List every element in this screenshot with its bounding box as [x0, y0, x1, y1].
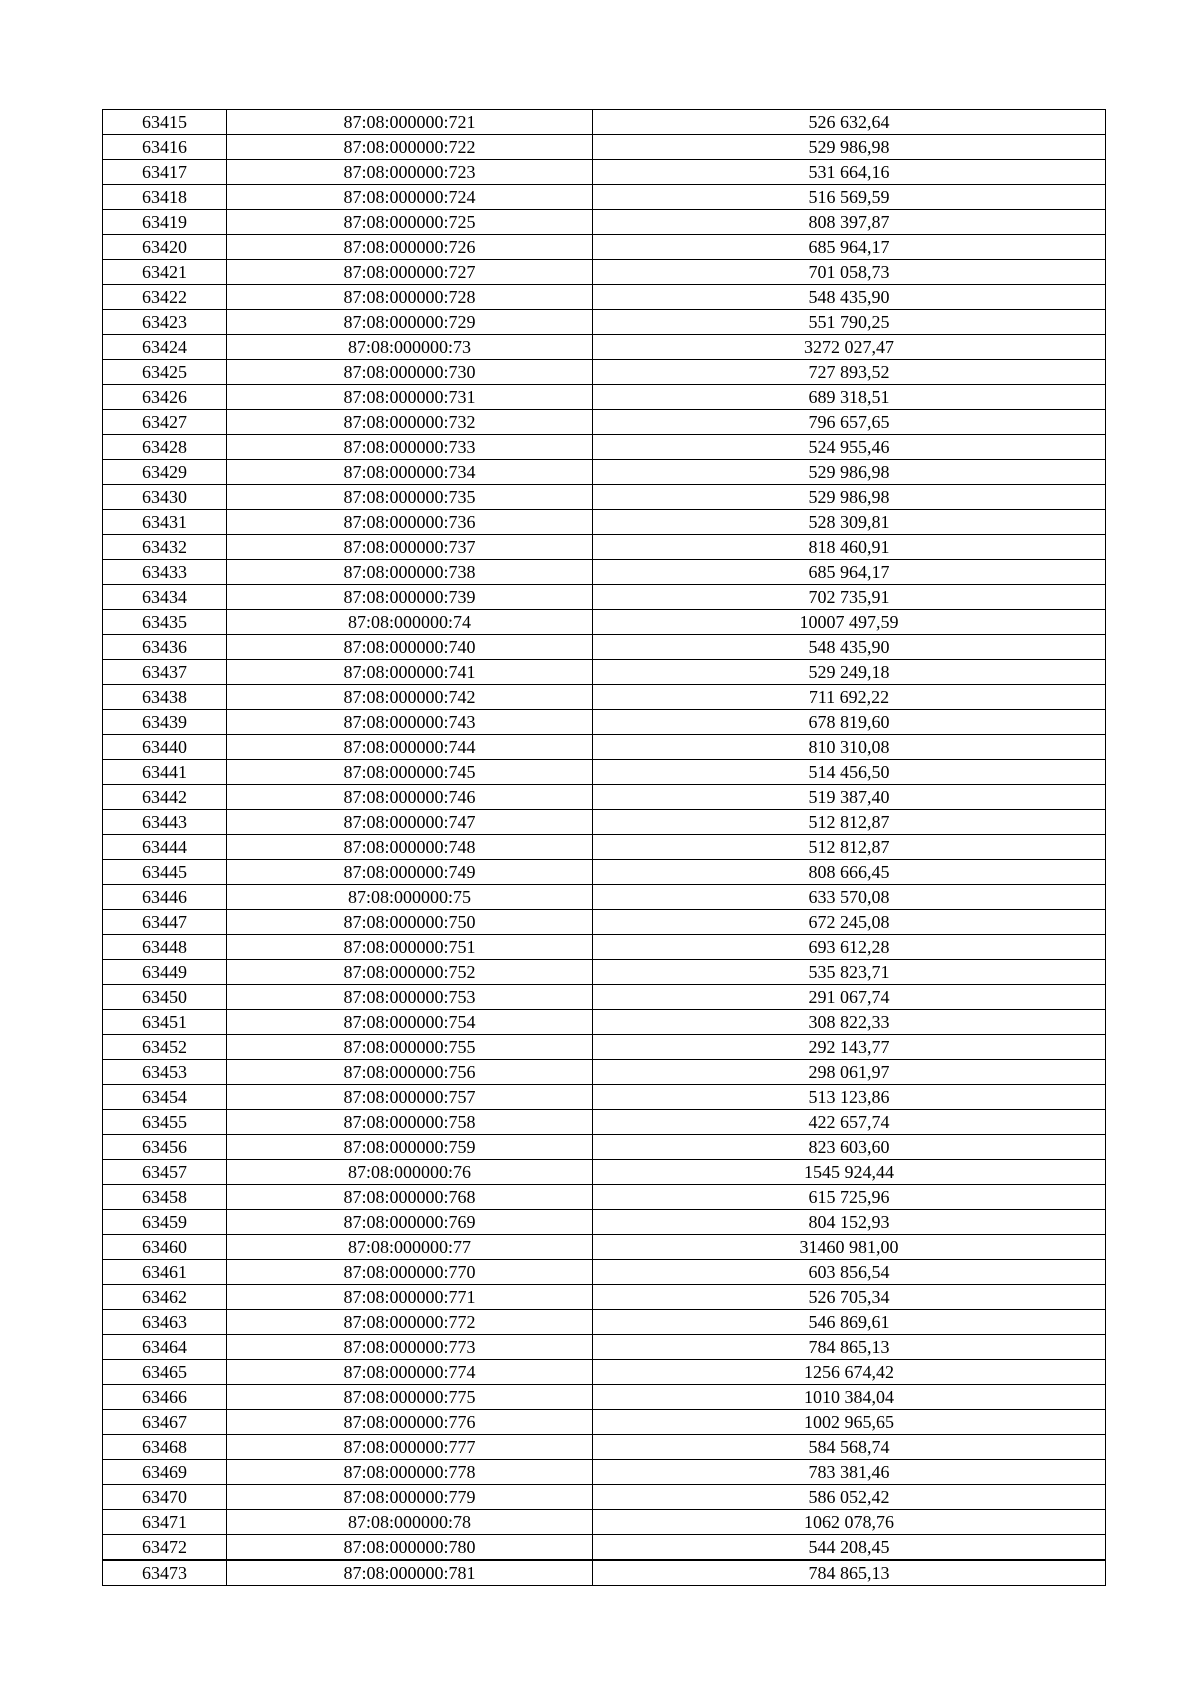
value-cell: 672 245,08 [593, 910, 1106, 935]
table-row [103, 660, 1106, 685]
row-number-cell: 63455 [103, 1110, 227, 1135]
value-cell: 804 152,93 [593, 1210, 1106, 1235]
row-number-cell: 63434 [103, 585, 227, 610]
row-number-cell: 63435 [103, 610, 227, 635]
cadastral-number-cell: 87:08:000000:751 [227, 935, 593, 960]
cadastral-number-cell: 87:08:000000:757 [227, 1085, 593, 1110]
cadastral-number-cell: 87:08:000000:75 [227, 885, 593, 910]
row-number-cell: 63467 [103, 1410, 227, 1435]
cadastral-number-cell: 87:08:000000:726 [227, 235, 593, 260]
data-table [102, 109, 1106, 1586]
value-cell: 3272 027,47 [593, 335, 1106, 360]
table-row [103, 785, 1106, 810]
table-row [103, 1285, 1106, 1310]
value-cell: 516 569,59 [593, 185, 1106, 210]
value-cell: 1010 384,04 [593, 1385, 1106, 1410]
row-number-cell: 63442 [103, 785, 227, 810]
cadastral-number-cell: 87:08:000000:728 [227, 285, 593, 310]
value-cell: 784 865,13 [593, 1560, 1106, 1586]
value-cell: 584 568,74 [593, 1435, 1106, 1460]
row-number-cell: 63473 [103, 1560, 227, 1586]
row-number-cell: 63460 [103, 1235, 227, 1260]
table-row [103, 860, 1106, 885]
value-cell: 551 790,25 [593, 310, 1106, 335]
table-row [103, 1185, 1106, 1210]
cadastral-number-cell: 87:08:000000:727 [227, 260, 593, 285]
table-row [103, 1235, 1106, 1260]
cadastral-number-cell: 87:08:000000:777 [227, 1435, 593, 1460]
value-cell: 291 067,74 [593, 985, 1106, 1010]
table-row [103, 635, 1106, 660]
table-row [103, 585, 1106, 610]
table-row [103, 1060, 1106, 1085]
table-row [103, 110, 1106, 135]
table-row [103, 1160, 1106, 1185]
cadastral-number-cell: 87:08:000000:733 [227, 435, 593, 460]
table-row [103, 735, 1106, 760]
table-row [103, 1010, 1106, 1035]
cadastral-number-cell: 87:08:000000:743 [227, 710, 593, 735]
table-row [103, 310, 1106, 335]
table-row [103, 1535, 1106, 1561]
row-number-cell: 63431 [103, 510, 227, 535]
value-cell: 528 309,81 [593, 510, 1106, 535]
cadastral-number-cell: 87:08:000000:745 [227, 760, 593, 785]
table-row [103, 985, 1106, 1010]
row-number-cell: 63443 [103, 810, 227, 835]
value-cell: 548 435,90 [593, 635, 1106, 660]
value-cell: 513 123,86 [593, 1085, 1106, 1110]
row-number-cell: 63433 [103, 560, 227, 585]
value-cell: 292 143,77 [593, 1035, 1106, 1060]
cadastral-number-cell: 87:08:000000:781 [227, 1560, 593, 1586]
cadastral-number-cell: 87:08:000000:754 [227, 1010, 593, 1035]
cadastral-number-cell: 87:08:000000:744 [227, 735, 593, 760]
table-row [103, 935, 1106, 960]
table-body [103, 110, 1106, 1586]
row-number-cell: 63464 [103, 1335, 227, 1360]
cadastral-number-cell: 87:08:000000:742 [227, 685, 593, 710]
table-row [103, 510, 1106, 535]
cadastral-number-cell: 87:08:000000:725 [227, 210, 593, 235]
cadastral-number-cell: 87:08:000000:741 [227, 660, 593, 685]
row-number-cell: 63471 [103, 1510, 227, 1535]
row-number-cell: 63448 [103, 935, 227, 960]
cadastral-number-cell: 87:08:000000:759 [227, 1135, 593, 1160]
table-row [103, 910, 1106, 935]
row-number-cell: 63459 [103, 1210, 227, 1235]
row-number-cell: 63461 [103, 1260, 227, 1285]
cadastral-number-cell: 87:08:000000:738 [227, 560, 593, 585]
value-cell: 818 460,91 [593, 535, 1106, 560]
table-row [103, 1485, 1106, 1510]
row-number-cell: 63468 [103, 1435, 227, 1460]
row-number-cell: 63418 [103, 185, 227, 210]
value-cell: 422 657,74 [593, 1110, 1106, 1135]
cadastral-number-cell: 87:08:000000:750 [227, 910, 593, 935]
value-cell: 535 823,71 [593, 960, 1106, 985]
table-row [103, 1110, 1106, 1135]
value-cell: 1545 924,44 [593, 1160, 1106, 1185]
table-row [103, 1085, 1106, 1110]
table-row [103, 1385, 1106, 1410]
value-cell: 685 964,17 [593, 235, 1106, 260]
value-cell: 678 819,60 [593, 710, 1106, 735]
value-cell: 685 964,17 [593, 560, 1106, 585]
cadastral-number-cell: 87:08:000000:734 [227, 460, 593, 485]
row-number-cell: 63465 [103, 1360, 227, 1385]
row-number-cell: 63427 [103, 410, 227, 435]
cadastral-number-cell: 87:08:000000:722 [227, 135, 593, 160]
row-number-cell: 63441 [103, 760, 227, 785]
row-number-cell: 63424 [103, 335, 227, 360]
value-cell: 783 381,46 [593, 1460, 1106, 1485]
row-number-cell: 63447 [103, 910, 227, 935]
cadastral-number-cell: 87:08:000000:758 [227, 1110, 593, 1135]
value-cell: 544 208,45 [593, 1535, 1106, 1561]
value-cell: 784 865,13 [593, 1335, 1106, 1360]
table-row [103, 685, 1106, 710]
row-number-cell: 63446 [103, 885, 227, 910]
cadastral-number-cell: 87:08:000000:731 [227, 385, 593, 410]
row-number-cell: 63421 [103, 260, 227, 285]
cadastral-number-cell: 87:08:000000:749 [227, 860, 593, 885]
table-row [103, 460, 1106, 485]
cadastral-number-cell: 87:08:000000:735 [227, 485, 593, 510]
table-row [103, 710, 1106, 735]
table-row [103, 1360, 1106, 1385]
value-cell: 1256 674,42 [593, 1360, 1106, 1385]
cadastral-number-cell: 87:08:000000:737 [227, 535, 593, 560]
cadastral-number-cell: 87:08:000000:769 [227, 1210, 593, 1235]
cadastral-number-cell: 87:08:000000:772 [227, 1310, 593, 1335]
row-number-cell: 63469 [103, 1460, 227, 1485]
value-cell: 702 735,91 [593, 585, 1106, 610]
cadastral-number-cell: 87:08:000000:768 [227, 1185, 593, 1210]
row-number-cell: 63457 [103, 1160, 227, 1185]
table-row [103, 1035, 1106, 1060]
cadastral-number-cell: 87:08:000000:770 [227, 1260, 593, 1285]
value-cell: 512 812,87 [593, 835, 1106, 860]
cadastral-number-cell: 87:08:000000:732 [227, 410, 593, 435]
row-number-cell: 63452 [103, 1035, 227, 1060]
value-cell: 810 310,08 [593, 735, 1106, 760]
value-cell: 727 893,52 [593, 360, 1106, 385]
row-number-cell: 63423 [103, 310, 227, 335]
table-row [103, 285, 1106, 310]
row-number-cell: 63463 [103, 1310, 227, 1335]
table-row [103, 135, 1106, 160]
cadastral-number-cell: 87:08:000000:775 [227, 1385, 593, 1410]
table-row [103, 335, 1106, 360]
table-row [103, 385, 1106, 410]
cadastral-number-cell: 87:08:000000:724 [227, 185, 593, 210]
table-row [103, 960, 1106, 985]
table-row [103, 1560, 1106, 1586]
table-row [103, 160, 1106, 185]
row-number-cell: 63450 [103, 985, 227, 1010]
value-cell: 546 869,61 [593, 1310, 1106, 1335]
value-cell: 31460 981,00 [593, 1235, 1106, 1260]
value-cell: 526 705,34 [593, 1285, 1106, 1310]
cadastral-number-cell: 87:08:000000:747 [227, 810, 593, 835]
row-number-cell: 63422 [103, 285, 227, 310]
table-row [103, 560, 1106, 585]
table-row [103, 360, 1106, 385]
row-number-cell: 63458 [103, 1185, 227, 1210]
cadastral-number-cell: 87:08:000000:771 [227, 1285, 593, 1310]
row-number-cell: 63453 [103, 1060, 227, 1085]
cadastral-number-cell: 87:08:000000:729 [227, 310, 593, 335]
table-row [103, 410, 1106, 435]
row-number-cell: 63430 [103, 485, 227, 510]
table-row [103, 235, 1106, 260]
cadastral-number-cell: 87:08:000000:755 [227, 1035, 593, 1060]
value-cell: 603 856,54 [593, 1260, 1106, 1285]
table-row [103, 210, 1106, 235]
value-cell: 1062 078,76 [593, 1510, 1106, 1535]
cadastral-number-cell: 87:08:000000:753 [227, 985, 593, 1010]
value-cell: 823 603,60 [593, 1135, 1106, 1160]
row-number-cell: 63438 [103, 685, 227, 710]
row-number-cell: 63437 [103, 660, 227, 685]
table-row [103, 1310, 1106, 1335]
table-row [103, 535, 1106, 560]
table-row [103, 1210, 1106, 1235]
value-cell: 529 986,98 [593, 485, 1106, 510]
cadastral-number-cell: 87:08:000000:780 [227, 1535, 593, 1561]
row-number-cell: 63444 [103, 835, 227, 860]
cadastral-number-cell: 87:08:000000:752 [227, 960, 593, 985]
row-number-cell: 63462 [103, 1285, 227, 1310]
table-row [103, 610, 1106, 635]
cadastral-number-cell: 87:08:000000:730 [227, 360, 593, 385]
cadastral-number-cell: 87:08:000000:773 [227, 1335, 593, 1360]
table-row [103, 485, 1106, 510]
row-number-cell: 63436 [103, 635, 227, 660]
value-cell: 633 570,08 [593, 885, 1106, 910]
row-number-cell: 63472 [103, 1535, 227, 1561]
cadastral-number-cell: 87:08:000000:774 [227, 1360, 593, 1385]
row-number-cell: 63420 [103, 235, 227, 260]
table-row [103, 1510, 1106, 1535]
row-number-cell: 63456 [103, 1135, 227, 1160]
table-row [103, 1410, 1106, 1435]
value-cell: 524 955,46 [593, 435, 1106, 460]
value-cell: 529 986,98 [593, 135, 1106, 160]
row-number-cell: 63451 [103, 1010, 227, 1035]
cadastral-number-cell: 87:08:000000:723 [227, 160, 593, 185]
value-cell: 529 986,98 [593, 460, 1106, 485]
table-row [103, 1435, 1106, 1460]
table-row [103, 185, 1106, 210]
value-cell: 796 657,65 [593, 410, 1106, 435]
value-cell: 529 249,18 [593, 660, 1106, 685]
table-row [103, 260, 1106, 285]
value-cell: 711 692,22 [593, 685, 1106, 710]
table-row [103, 1135, 1106, 1160]
cadastral-number-cell: 87:08:000000:776 [227, 1410, 593, 1435]
value-cell: 586 052,42 [593, 1485, 1106, 1510]
value-cell: 10007 497,59 [593, 610, 1106, 635]
value-cell: 808 666,45 [593, 860, 1106, 885]
value-cell: 308 822,33 [593, 1010, 1106, 1035]
value-cell: 615 725,96 [593, 1185, 1106, 1210]
value-cell: 701 058,73 [593, 260, 1106, 285]
row-number-cell: 63415 [103, 110, 227, 135]
value-cell: 808 397,87 [593, 210, 1106, 235]
cadastral-number-cell: 87:08:000000:746 [227, 785, 593, 810]
row-number-cell: 63429 [103, 460, 227, 485]
cadastral-number-cell: 87:08:000000:73 [227, 335, 593, 360]
row-number-cell: 63466 [103, 1385, 227, 1410]
value-cell: 514 456,50 [593, 760, 1106, 785]
row-number-cell: 63470 [103, 1485, 227, 1510]
table-row [103, 1260, 1106, 1285]
cadastral-number-cell: 87:08:000000:739 [227, 585, 593, 610]
table-row [103, 1335, 1106, 1360]
value-cell: 526 632,64 [593, 110, 1106, 135]
cadastral-number-cell: 87:08:000000:77 [227, 1235, 593, 1260]
row-number-cell: 63425 [103, 360, 227, 385]
cadastral-number-cell: 87:08:000000:756 [227, 1060, 593, 1085]
row-number-cell: 63454 [103, 1085, 227, 1110]
row-number-cell: 63445 [103, 860, 227, 885]
row-number-cell: 63417 [103, 160, 227, 185]
value-cell: 689 318,51 [593, 385, 1106, 410]
cadastral-number-cell: 87:08:000000:76 [227, 1160, 593, 1185]
cadastral-number-cell: 87:08:000000:74 [227, 610, 593, 635]
table-row [103, 835, 1106, 860]
table-row [103, 435, 1106, 460]
cadastral-number-cell: 87:08:000000:740 [227, 635, 593, 660]
row-number-cell: 63419 [103, 210, 227, 235]
row-number-cell: 63428 [103, 435, 227, 460]
table-row [103, 1460, 1106, 1485]
row-number-cell: 63426 [103, 385, 227, 410]
row-number-cell: 63439 [103, 710, 227, 735]
value-cell: 519 387,40 [593, 785, 1106, 810]
value-cell: 512 812,87 [593, 810, 1106, 835]
cadastral-number-cell: 87:08:000000:721 [227, 110, 593, 135]
table-row [103, 810, 1106, 835]
value-cell: 1002 965,65 [593, 1410, 1106, 1435]
cadastral-number-cell: 87:08:000000:778 [227, 1460, 593, 1485]
value-cell: 298 061,97 [593, 1060, 1106, 1085]
row-number-cell: 63416 [103, 135, 227, 160]
value-cell: 531 664,16 [593, 160, 1106, 185]
row-number-cell: 63432 [103, 535, 227, 560]
cadastral-number-cell: 87:08:000000:779 [227, 1485, 593, 1510]
table-row [103, 760, 1106, 785]
row-number-cell: 63449 [103, 960, 227, 985]
cadastral-number-cell: 87:08:000000:736 [227, 510, 593, 535]
cadastral-number-cell: 87:08:000000:78 [227, 1510, 593, 1535]
value-cell: 693 612,28 [593, 935, 1106, 960]
cadastral-number-cell: 87:08:000000:748 [227, 835, 593, 860]
table-row [103, 885, 1106, 910]
value-cell: 548 435,90 [593, 285, 1106, 310]
row-number-cell: 63440 [103, 735, 227, 760]
